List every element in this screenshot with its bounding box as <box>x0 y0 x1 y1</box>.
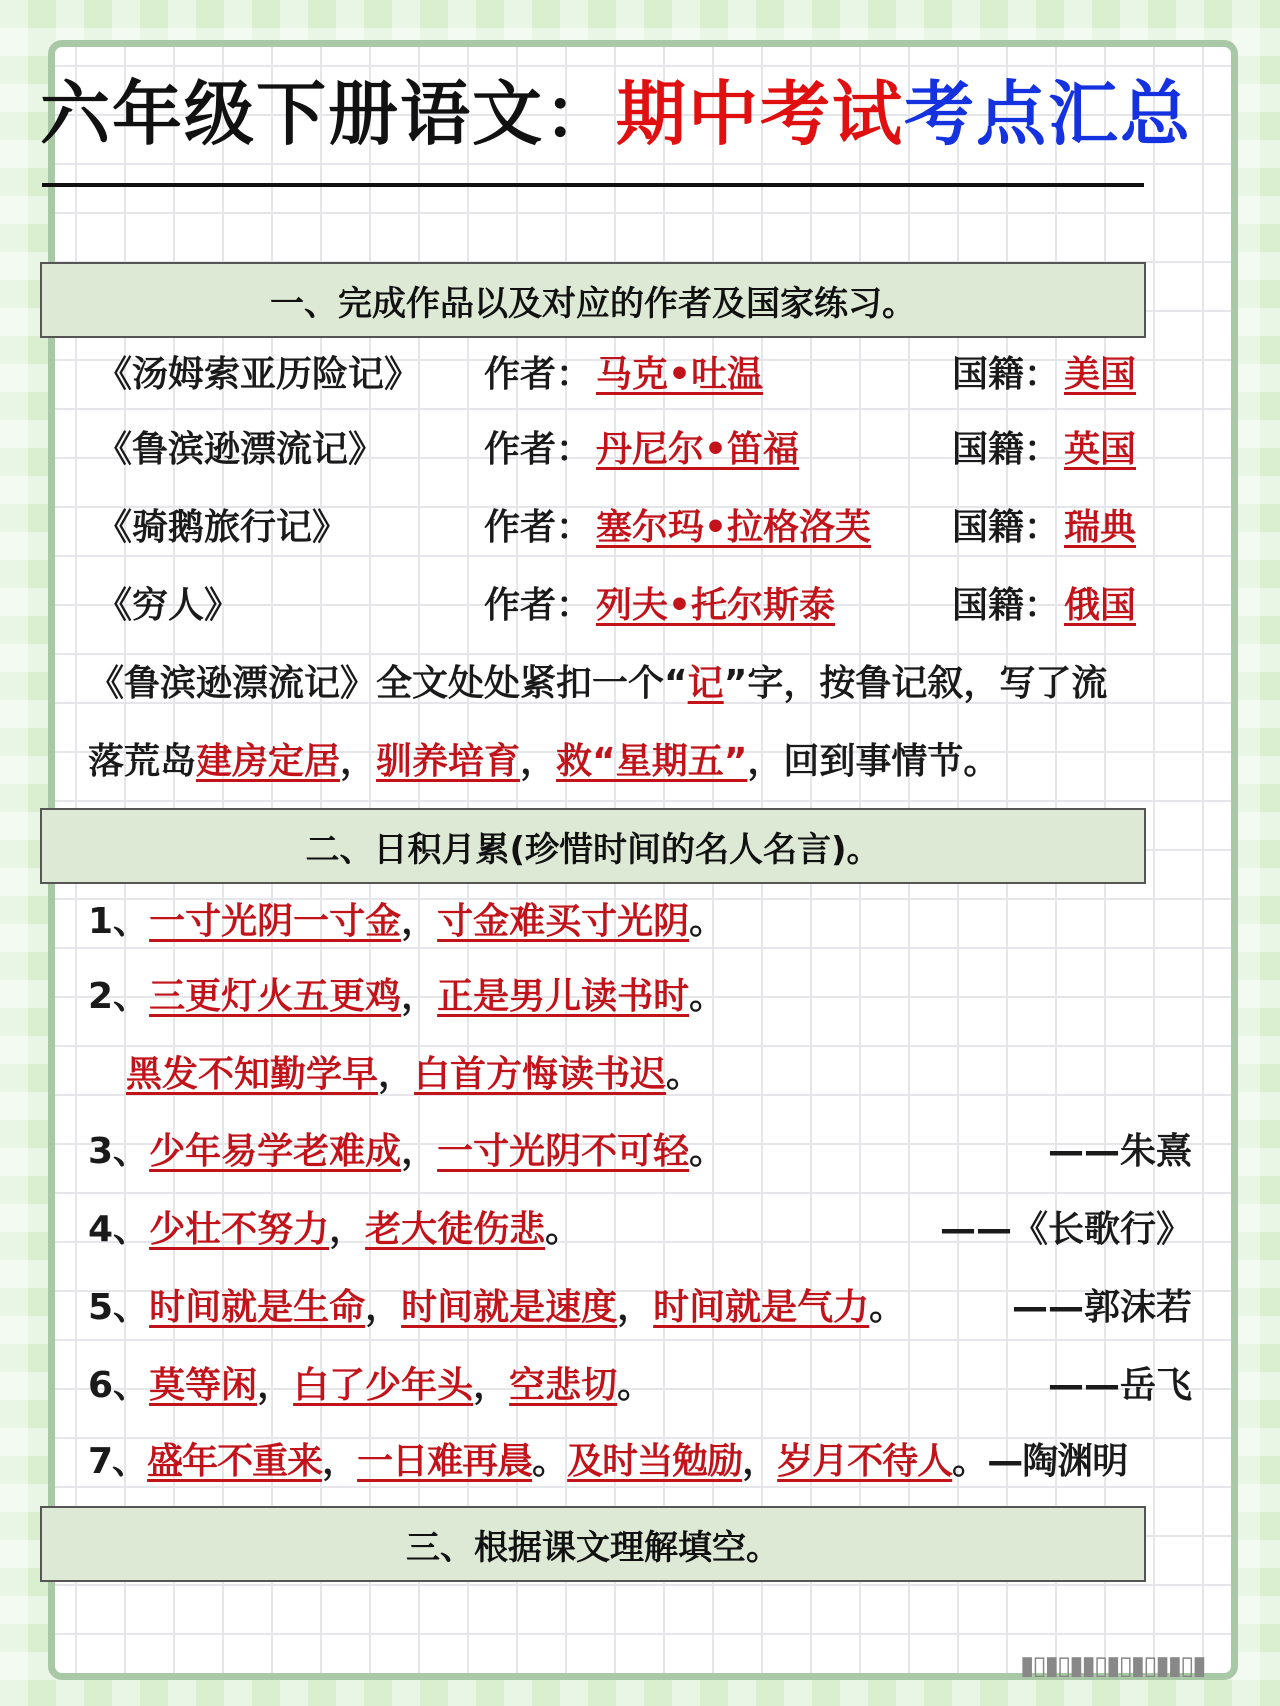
book-title: 《汤姆索亚历险记》 <box>96 354 421 395</box>
quote-part: 白首方悔读书迟 <box>414 1054 667 1095</box>
quote-part: 时间就是生命 <box>149 1287 366 1328</box>
nation-label: 国籍： <box>952 429 1061 470</box>
quote-source: ——岳飞 <box>1047 1365 1192 1406</box>
quote-source: —陶渊明 <box>987 1441 1128 1482</box>
section-heading-2: 二、日积月累(珍惜时间的名人名言)。 <box>40 808 1146 884</box>
para-text: ， <box>520 741 557 782</box>
author-label: 作者： <box>484 354 593 395</box>
quote-part: 一寸光阴一寸金 <box>149 901 402 942</box>
quote-punct: 。 <box>689 976 726 1017</box>
title-divider <box>42 183 1144 187</box>
quote-number: 3、 <box>88 1131 150 1172</box>
author-label: 作者： <box>484 585 593 626</box>
para-highlight: 记 <box>687 663 724 704</box>
quote-part: 时间就是气力 <box>653 1287 870 1328</box>
title-black: 六年级下册语文： <box>40 73 616 155</box>
para-highlight: 建房定居 <box>196 741 341 782</box>
para-text: 落荒岛 <box>88 741 197 782</box>
quote-part: 三更灯火五更鸡 <box>149 976 402 1017</box>
quote-row <box>88 975 725 1019</box>
quote-source: ——郭沫若 <box>1011 1287 1192 1328</box>
quote-punct: 。 <box>617 1365 654 1406</box>
quote-punct: 。 <box>666 1054 703 1095</box>
quote-punct: ， <box>329 1209 366 1250</box>
quote-number: 7、 <box>88 1441 148 1482</box>
quote-part: 白了少年头 <box>293 1365 474 1406</box>
quote-row <box>88 1130 725 1174</box>
quote-number: 4、 <box>88 1209 150 1250</box>
quote-punct: 。 <box>689 901 726 942</box>
quote-part: 一寸光阴不可轻 <box>437 1131 690 1172</box>
quote-punct: 。 <box>532 1441 568 1482</box>
quote-part: 正是男儿读书时 <box>437 976 690 1017</box>
quote-row <box>88 900 725 944</box>
para-highlight: 救“星期五” <box>556 741 748 782</box>
title-blue-1: 考 <box>904 73 976 155</box>
nation-label: 国籍： <box>952 354 1061 395</box>
para-highlight: 驯养培育 <box>376 741 521 782</box>
author-name: 丹尼尔•笛福 <box>596 429 800 470</box>
quote-row <box>88 1364 653 1408</box>
quote-part: 莫等闲 <box>149 1365 258 1406</box>
quote-punct: ， <box>742 1441 778 1482</box>
nation-name: 美国 <box>1064 354 1137 395</box>
quote-part: 黑发不知勤学早 <box>126 1054 379 1095</box>
book-title: 《骑鹅旅行记》 <box>96 507 349 548</box>
nation-name: 英国 <box>1064 429 1137 470</box>
quote-row <box>126 1053 702 1097</box>
quote-part: 老大徒伤悲 <box>365 1209 546 1250</box>
author-name: 马克•吐温 <box>596 354 764 395</box>
quote-part: 盛年不重来 <box>147 1441 323 1482</box>
author-label: 作者： <box>484 507 593 548</box>
paragraph-line-2 <box>88 740 999 784</box>
paragraph-line-1 <box>88 662 1107 706</box>
para-text: ， <box>340 741 377 782</box>
quote-punct: ， <box>378 1054 415 1095</box>
quote-part: 及时当勉励 <box>567 1441 743 1482</box>
quote-row <box>88 1286 905 1330</box>
quote-punct: ， <box>257 1365 294 1406</box>
para-text: 《鲁滨逊漂流记》全文处处紧扣一个“ <box>88 663 688 704</box>
quote-number: 1、 <box>88 901 150 942</box>
section-heading-3: 三、根据课文理解填空。 <box>40 1506 1146 1582</box>
author-label: 作者： <box>484 429 593 470</box>
quote-punct: ， <box>401 901 438 942</box>
quote-part: 少年易学老难成 <box>149 1131 402 1172</box>
nation-name: 俄国 <box>1064 585 1137 626</box>
page-title <box>40 72 1192 156</box>
quote-part: 时间就是速度 <box>401 1287 618 1328</box>
quote-punct: 。 <box>952 1441 988 1482</box>
quote-punct: ， <box>401 976 438 1017</box>
author-name: 塞尔玛•拉格洛芙 <box>596 507 872 548</box>
title-blue-2: 点汇总 <box>976 73 1192 155</box>
quote-source: ——朱熹 <box>1047 1131 1192 1172</box>
quote-part: 寸金难买寸光阴 <box>437 901 690 942</box>
quote-number: 5、 <box>88 1287 150 1328</box>
quote-row <box>88 1208 581 1252</box>
title-red: 期中考试 <box>616 73 904 155</box>
quote-punct: ， <box>322 1441 358 1482</box>
quote-punct: ， <box>401 1131 438 1172</box>
quote-punct: ， <box>365 1287 402 1328</box>
quote-part: 岁月不待人 <box>777 1441 953 1482</box>
quote-punct: 。 <box>689 1131 726 1172</box>
author-name: 列夫•托尔斯泰 <box>596 585 836 626</box>
quote-row <box>88 1440 1127 1484</box>
section-heading-1: 一、完成作品以及对应的作者及国家练习。 <box>40 262 1146 338</box>
nation-name: 瑞典 <box>1064 507 1137 548</box>
watermark-icon: ▮▯▮▯▮▮▯▮▯▮▯▮▮▯▮ <box>1020 1651 1205 1681</box>
quote-part: 少壮不努力 <box>149 1209 330 1250</box>
para-text: ”字，按鲁记叙，写了流 <box>723 663 1108 704</box>
quote-punct: ， <box>617 1287 654 1328</box>
book-title: 《穷人》 <box>96 585 241 626</box>
quote-part: 一日难再晨 <box>357 1441 533 1482</box>
nation-label: 国籍： <box>952 585 1061 626</box>
quote-number: 6、 <box>88 1365 150 1406</box>
quote-source: ——《长歌行》 <box>939 1209 1192 1250</box>
para-text: ，回到事情节。 <box>747 741 1000 782</box>
nation-label: 国籍： <box>952 507 1061 548</box>
book-title: 《鲁滨逊漂流记》 <box>96 429 385 470</box>
quote-punct: ， <box>473 1365 510 1406</box>
quote-punct: 。 <box>545 1209 582 1250</box>
quote-part: 空悲切 <box>509 1365 618 1406</box>
quote-punct: 。 <box>869 1287 906 1328</box>
quote-number: 2、 <box>88 976 150 1017</box>
